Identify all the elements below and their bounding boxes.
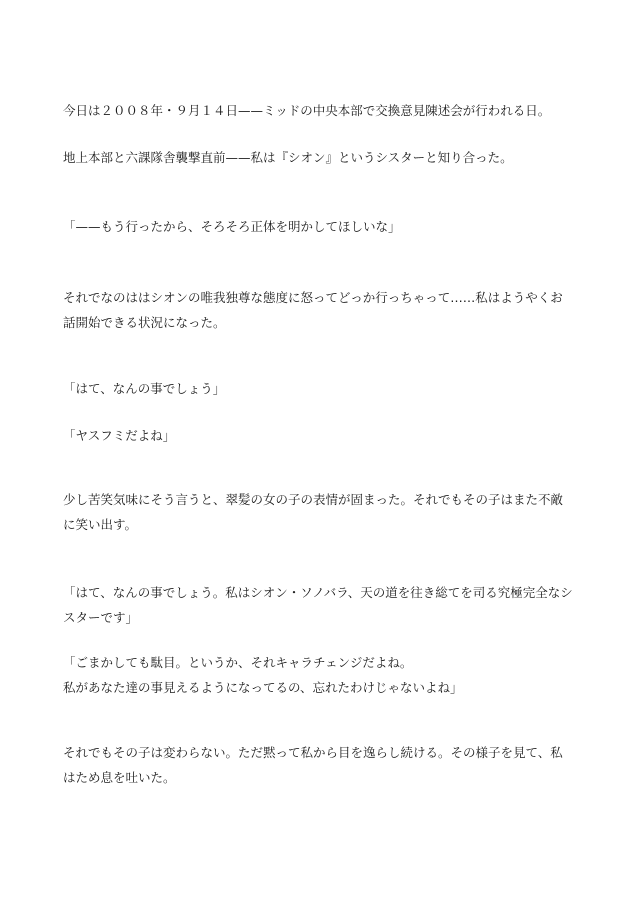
paragraph-2: 地上本部と六課隊舎襲撃直前——私は『シオン』というシスターと知り合った。: [63, 150, 513, 165]
paragraph-1: 今日は２００８年・９月１４日——ミッドの中央本部で交換意見陳述会が行われる日。: [63, 103, 551, 118]
paragraph-10: それでもその子は変わらない。ただ黙って私から目を逸らし続ける。その様子を見て、私はため息を吐いた。: [63, 745, 563, 785]
dialogue-paragraph-8: 「はて、なんの事でしょう。私はシオン・ソノバラ、天の道を往き総てを司る究極完全なシスターです」: [63, 585, 573, 625]
dialogue-paragraph-5: 「はて、なんの事でしょう」: [63, 381, 226, 396]
dialogue-paragraph-6: 「ヤスフミだよね」: [63, 428, 176, 443]
dialogue-paragraph-3: 「——もう行ったから、そろそろ正体を明かしてほしいな」: [63, 219, 401, 234]
paragraph-4: それでなのははシオンの唯我独尊な態度に怒ってどっか行っちゃって……私はようやくお話開始できる状況になった。: [63, 290, 563, 330]
paragraph-7: 少し苦笑気味にそう言うと、翠髪の女の子の表情が固まった。それでもその子はまた不敵に笑い出す。: [63, 492, 564, 532]
dialogue-paragraph-9: 「ごまかしても駄目。というか、それキャラチェンジだよね。 私があなた達の事見えるようになってるの、忘れたわけじゃないよね」: [63, 655, 463, 695]
